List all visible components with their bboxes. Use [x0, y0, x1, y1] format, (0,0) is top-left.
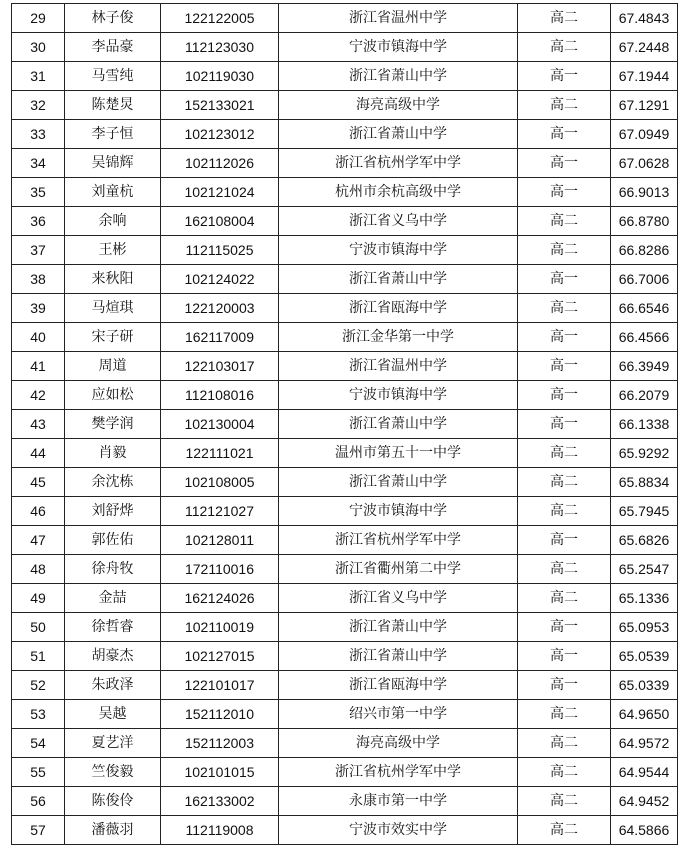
student-name-cell: 陈楚炅: [65, 91, 161, 120]
student-name-cell: 吴越: [65, 700, 161, 729]
school-cell: 浙江省萧山中学: [279, 62, 518, 91]
grade-cell: 高二: [518, 207, 611, 236]
grade-cell: 高一: [518, 149, 611, 178]
grade-cell: 高二: [518, 584, 611, 613]
student-id-cell: 152112010: [161, 700, 279, 729]
grade-cell: 高一: [518, 613, 611, 642]
grade-cell: 高二: [518, 468, 611, 497]
school-cell: 浙江省杭州学军中学: [279, 526, 518, 555]
student-name-cell: 马雪纯: [65, 62, 161, 91]
school-cell: 浙江省温州中学: [279, 352, 518, 381]
student-name-cell: 林子俊: [65, 4, 161, 33]
student-name-cell: 刘童杭: [65, 178, 161, 207]
table-row: [12, 62, 678, 91]
score-cell: 64.5866: [611, 816, 678, 845]
rank-cell: 50: [12, 613, 65, 642]
rank-cell: 36: [12, 207, 65, 236]
grade-cell: 高二: [518, 700, 611, 729]
rank-cell: 56: [12, 787, 65, 816]
school-cell: 温州市第五十一中学: [279, 439, 518, 468]
grade-cell: 高一: [518, 178, 611, 207]
rank-cell: 55: [12, 758, 65, 787]
student-id-cell: 102121024: [161, 178, 279, 207]
school-cell: 宁波市镇海中学: [279, 497, 518, 526]
score-cell: 65.1336: [611, 584, 678, 613]
grade-cell: 高一: [518, 671, 611, 700]
table-row: [12, 642, 678, 671]
score-cell: 64.9572: [611, 729, 678, 758]
student-id-cell: 102101015: [161, 758, 279, 787]
table-row: [12, 265, 678, 294]
table-row: [12, 787, 678, 816]
score-cell: 66.8286: [611, 236, 678, 265]
score-cell: 66.2079: [611, 381, 678, 410]
score-cell: 66.3949: [611, 352, 678, 381]
student-id-cell: 102108005: [161, 468, 279, 497]
school-cell: 浙江省义乌中学: [279, 584, 518, 613]
school-cell: 浙江省温州中学: [279, 4, 518, 33]
school-cell: 浙江省萧山中学: [279, 613, 518, 642]
student-id-cell: 112123030: [161, 33, 279, 62]
score-cell: 65.9292: [611, 439, 678, 468]
school-cell: 宁波市镇海中学: [279, 236, 518, 265]
table-row: [12, 149, 678, 178]
grade-cell: 高一: [518, 323, 611, 352]
table-row: [12, 178, 678, 207]
table-row: [12, 671, 678, 700]
student-id-cell: 162117009: [161, 323, 279, 352]
rank-cell: 40: [12, 323, 65, 352]
grade-cell: 高二: [518, 33, 611, 62]
table-row: [12, 91, 678, 120]
student-name-cell: 陈俊伶: [65, 787, 161, 816]
student-name-cell: 应如松: [65, 381, 161, 410]
rank-cell: 32: [12, 91, 65, 120]
score-cell: 67.1944: [611, 62, 678, 91]
score-cell: 67.1291: [611, 91, 678, 120]
student-name-cell: 王彬: [65, 236, 161, 265]
student-name-cell: 夏艺洋: [65, 729, 161, 758]
score-cell: 66.6546: [611, 294, 678, 323]
rank-cell: 38: [12, 265, 65, 294]
student-name-cell: 竺俊毅: [65, 758, 161, 787]
school-cell: 永康市第一中学: [279, 787, 518, 816]
school-cell: 浙江省萧山中学: [279, 642, 518, 671]
grade-cell: 高一: [518, 352, 611, 381]
rank-cell: 33: [12, 120, 65, 149]
student-id-cell: 122111021: [161, 439, 279, 468]
table-row: [12, 236, 678, 265]
grade-cell: 高一: [518, 62, 611, 91]
rank-cell: 35: [12, 178, 65, 207]
grade-cell: 高二: [518, 91, 611, 120]
score-cell: 65.8834: [611, 468, 678, 497]
student-id-cell: 122103017: [161, 352, 279, 381]
table-row: [12, 410, 678, 439]
grade-cell: 高二: [518, 4, 611, 33]
school-cell: 浙江省瓯海中学: [279, 294, 518, 323]
student-id-cell: 162124026: [161, 584, 279, 613]
table-row: [12, 381, 678, 410]
table-row: [12, 729, 678, 758]
table-row: [12, 323, 678, 352]
school-cell: 浙江金华第一中学: [279, 323, 518, 352]
score-cell: 67.4843: [611, 4, 678, 33]
rank-cell: 53: [12, 700, 65, 729]
student-name-cell: 余沈栋: [65, 468, 161, 497]
score-cell: 65.6826: [611, 526, 678, 555]
grade-cell: 高二: [518, 816, 611, 845]
student-name-cell: 胡豪杰: [65, 642, 161, 671]
student-id-cell: 122101017: [161, 671, 279, 700]
score-cell: 66.4566: [611, 323, 678, 352]
student-id-cell: 102127015: [161, 642, 279, 671]
student-name-cell: 宋子研: [65, 323, 161, 352]
student-name-cell: 周道: [65, 352, 161, 381]
school-cell: 宁波市镇海中学: [279, 381, 518, 410]
rank-cell: 49: [12, 584, 65, 613]
rank-cell: 42: [12, 381, 65, 410]
student-name-cell: 刘舒烨: [65, 497, 161, 526]
student-id-cell: 112119008: [161, 816, 279, 845]
school-cell: 宁波市镇海中学: [279, 33, 518, 62]
school-cell: 海亮高级中学: [279, 91, 518, 120]
grade-cell: 高二: [518, 439, 611, 468]
grade-cell: 高一: [518, 265, 611, 294]
student-id-cell: 162108004: [161, 207, 279, 236]
school-cell: 宁波市效实中学: [279, 816, 518, 845]
student-name-cell: 肖毅: [65, 439, 161, 468]
score-cell: 66.1338: [611, 410, 678, 439]
student-name-cell: 马煊琪: [65, 294, 161, 323]
grade-cell: 高一: [518, 120, 611, 149]
table-row: [12, 816, 678, 845]
student-id-cell: 112121027: [161, 497, 279, 526]
rank-cell: 30: [12, 33, 65, 62]
rank-cell: 52: [12, 671, 65, 700]
score-cell: 64.9452: [611, 787, 678, 816]
school-cell: 浙江省瓯海中学: [279, 671, 518, 700]
student-id-cell: 112108016: [161, 381, 279, 410]
ranking-table: [11, 3, 678, 845]
grade-cell: 高二: [518, 555, 611, 584]
student-id-cell: 122122005: [161, 4, 279, 33]
score-cell: 67.2448: [611, 33, 678, 62]
score-cell: 64.9650: [611, 700, 678, 729]
rank-cell: 34: [12, 149, 65, 178]
student-id-cell: 152112003: [161, 729, 279, 758]
rank-cell: 37: [12, 236, 65, 265]
student-id-cell: 152133021: [161, 91, 279, 120]
grade-cell: 高一: [518, 381, 611, 410]
student-id-cell: 102128011: [161, 526, 279, 555]
table-row: [12, 439, 678, 468]
grade-cell: 高二: [518, 294, 611, 323]
student-name-cell: 李品豪: [65, 33, 161, 62]
score-cell: 65.7945: [611, 497, 678, 526]
score-cell: 65.0339: [611, 671, 678, 700]
table-row: [12, 4, 678, 33]
rank-cell: 45: [12, 468, 65, 497]
ranking-table-body: [12, 4, 678, 845]
table-row: [12, 33, 678, 62]
student-id-cell: 102112026: [161, 149, 279, 178]
student-name-cell: 来秋阳: [65, 265, 161, 294]
rank-cell: 31: [12, 62, 65, 91]
student-id-cell: 162133002: [161, 787, 279, 816]
score-cell: 64.9544: [611, 758, 678, 787]
rank-cell: 41: [12, 352, 65, 381]
student-id-cell: 102110019: [161, 613, 279, 642]
student-id-cell: 102124022: [161, 265, 279, 294]
rank-cell: 47: [12, 526, 65, 555]
student-name-cell: 余响: [65, 207, 161, 236]
rank-cell: 39: [12, 294, 65, 323]
score-cell: 66.8780: [611, 207, 678, 236]
student-id-cell: 112115025: [161, 236, 279, 265]
rank-cell: 43: [12, 410, 65, 439]
score-cell: 66.9013: [611, 178, 678, 207]
table-row: [12, 207, 678, 236]
table-row: [12, 700, 678, 729]
student-id-cell: 102123012: [161, 120, 279, 149]
table-row: [12, 352, 678, 381]
student-id-cell: 102130004: [161, 410, 279, 439]
student-name-cell: 李子恒: [65, 120, 161, 149]
student-id-cell: 172110016: [161, 555, 279, 584]
grade-cell: 高二: [518, 236, 611, 265]
school-cell: 浙江省杭州学军中学: [279, 758, 518, 787]
grade-cell: 高一: [518, 410, 611, 439]
grade-cell: 高一: [518, 642, 611, 671]
table-row: [12, 555, 678, 584]
score-cell: 67.0949: [611, 120, 678, 149]
school-cell: 海亮高级中学: [279, 729, 518, 758]
table-row: [12, 497, 678, 526]
school-cell: 浙江省萧山中学: [279, 468, 518, 497]
school-cell: 浙江省杭州学军中学: [279, 149, 518, 178]
rank-cell: 48: [12, 555, 65, 584]
student-name-cell: 潘薇羽: [65, 816, 161, 845]
table-row: [12, 120, 678, 149]
table-row: [12, 526, 678, 555]
score-cell: 66.7006: [611, 265, 678, 294]
grade-cell: 高二: [518, 497, 611, 526]
school-cell: 浙江省萧山中学: [279, 410, 518, 439]
student-name-cell: 金喆: [65, 584, 161, 613]
school-cell: 浙江省萧山中学: [279, 265, 518, 294]
table-row: [12, 613, 678, 642]
student-id-cell: 102119030: [161, 62, 279, 91]
table-row: [12, 294, 678, 323]
table-row: [12, 584, 678, 613]
school-cell: 浙江省义乌中学: [279, 207, 518, 236]
grade-cell: 高二: [518, 729, 611, 758]
student-name-cell: 朱政泽: [65, 671, 161, 700]
rank-cell: 44: [12, 439, 65, 468]
rank-cell: 57: [12, 816, 65, 845]
grade-cell: 高一: [518, 526, 611, 555]
student-name-cell: 樊学润: [65, 410, 161, 439]
school-cell: 浙江省衢州第二中学: [279, 555, 518, 584]
grade-cell: 高二: [518, 758, 611, 787]
student-name-cell: 吴锦辉: [65, 149, 161, 178]
rank-cell: 46: [12, 497, 65, 526]
student-id-cell: 122120003: [161, 294, 279, 323]
score-cell: 67.0628: [611, 149, 678, 178]
rank-cell: 54: [12, 729, 65, 758]
student-name-cell: 郭佐佑: [65, 526, 161, 555]
rank-cell: 29: [12, 4, 65, 33]
grade-cell: 高二: [518, 787, 611, 816]
school-cell: 绍兴市第一中学: [279, 700, 518, 729]
rank-cell: 51: [12, 642, 65, 671]
school-cell: 浙江省萧山中学: [279, 120, 518, 149]
student-name-cell: 徐哲睿: [65, 613, 161, 642]
score-cell: 65.0953: [611, 613, 678, 642]
table-row: [12, 468, 678, 497]
score-cell: 65.2547: [611, 555, 678, 584]
school-cell: 杭州市余杭高级中学: [279, 178, 518, 207]
table-row: [12, 758, 678, 787]
student-name-cell: 徐舟牧: [65, 555, 161, 584]
score-cell: 65.0539: [611, 642, 678, 671]
